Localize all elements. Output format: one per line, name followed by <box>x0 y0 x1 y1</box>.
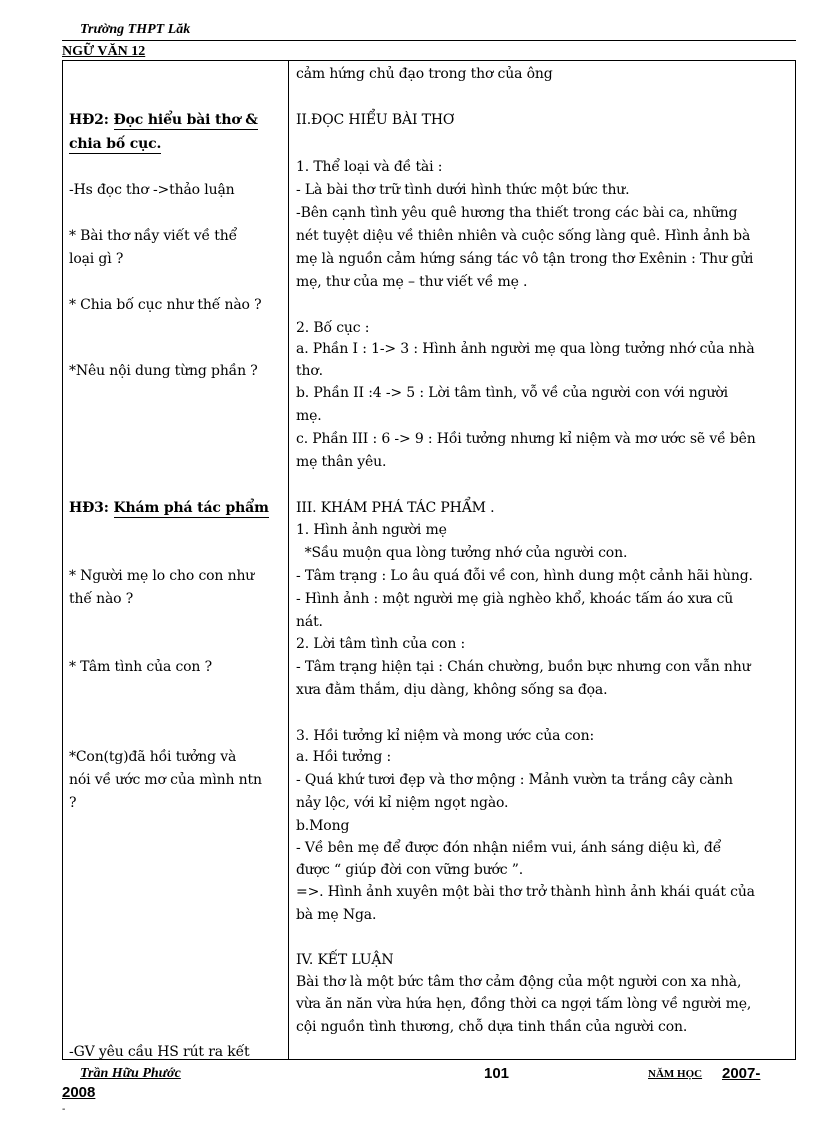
right-line: bà mẹ Nga. <box>296 907 377 923</box>
section-ii-heading: II.ĐỌC HIỂU BÀI THƠ <box>296 112 455 128</box>
right-line: - Tâm trạng hiện tại : Chán chường, buồn bực nhưng con vẫn như <box>296 659 751 675</box>
lesson-table <box>62 60 796 1060</box>
right-line: cội nguồn tình thương, chỗ dựa tinh thần của người con. <box>296 1019 688 1035</box>
right-line: mẹ thân yêu. <box>296 454 387 470</box>
right-line: a. Hồi tưởng : <box>296 749 392 765</box>
left-question-structure: * Chia bố cục như thế nào ? <box>69 297 262 313</box>
right-line: được “ giúp đời con vững bước ”. <box>296 862 524 878</box>
right-line: - Về bên mẹ để được đón nhận niềm vui, ánh sáng diệu kì, để <box>296 840 722 856</box>
right-line: Bài thơ là một bức tâm thơ cảm động của một người con xa nhà, <box>296 974 742 990</box>
left-question-son: * Tâm tình của con ? <box>69 659 212 675</box>
left-question-memory-2: nói về ước mơ của mình ntn <box>69 772 262 788</box>
right-line: 1. Thể loại và đề tài : <box>296 159 443 175</box>
right-line: vừa ăn năn vừa hứa hẹn, đồng thời ca ngợi tấm lòng về người mẹ, <box>296 996 752 1012</box>
right-line: 1. Hình ảnh người mẹ <box>296 522 447 538</box>
page-number: 101 <box>484 1065 510 1082</box>
right-line: *Sầu muộn qua lòng tưởng nhớ của người con. <box>296 545 628 561</box>
right-line: xưa đằm thắm, dịu dàng, không sống sa đọa. <box>296 682 608 698</box>
author-name: Trần Hữu Phước <box>80 1066 181 1081</box>
right-line: mẹ. <box>296 408 322 424</box>
section-iv-heading: IV. KẾT LUẬN <box>296 952 394 968</box>
column-divider <box>288 61 289 1059</box>
right-line: c. Phần III : 6 -> 9 : Hồi tưởng nhưng kỉ niệm và mơ ước sẽ về bên <box>296 431 756 447</box>
right-line: - Hình ảnh : một người mẹ già nghèo khổ, khoác tấm áo xưa cũ <box>296 591 734 607</box>
hd3-heading <box>69 497 269 520</box>
hd2-label: HĐ2: <box>69 112 114 128</box>
school-year-label: NĂM HỌC <box>648 1068 703 1080</box>
hd2-heading <box>69 109 258 132</box>
right-line: =>. Hình ảnh xuyên một bài thơ trở thành hình ảnh khái quát của <box>296 884 755 900</box>
right-line: cảm hứng chủ đạo trong thơ của ông <box>296 66 553 82</box>
right-line: - Là bài thơ trữ tình dưới hình thức một bức thư. <box>296 182 630 198</box>
subject-title: NGỮ VĂN 12 <box>62 44 146 59</box>
left-question-genre-2: loại gì ? <box>69 251 124 267</box>
left-step-read: -Hs đọc thơ ->thảo luận <box>69 182 235 198</box>
left-question-mother-1: * Người mẹ lo cho con như <box>69 568 255 584</box>
right-line: 2. Lời tâm tình của con : <box>296 636 466 652</box>
right-line: mẹ, thư của mẹ – thư viết về mẹ . <box>296 274 528 290</box>
school-name: Trường THPT Lăk <box>80 22 191 37</box>
right-line: -Bên cạnh tình yêu quê hương tha thiết trong các bài ca, những <box>296 205 738 221</box>
right-line: nát. <box>296 614 323 630</box>
left-question-memory-1: *Con(tg)đã hồi tưởng và <box>69 749 237 765</box>
hd3-title: Khám phá tác phẩm <box>113 500 269 516</box>
header-rule <box>62 40 796 41</box>
school-year-end: 2008 <box>62 1084 96 1101</box>
right-line: nét tuyệt diệu về thiên nhiên và cuộc sống làng quê. Hình ảnh bà <box>296 228 751 244</box>
hd3-label: HĐ3: <box>69 500 114 516</box>
left-question-content: *Nêu nội dung từng phần ? <box>69 363 258 379</box>
hd2-title-line2: chia bố cục. <box>69 136 162 152</box>
footer-mark: - <box>62 1104 66 1115</box>
right-line: b.Mong <box>296 818 350 834</box>
left-question-genre-1: * Bài thơ nầy viết về thể <box>69 228 238 244</box>
right-line: - Tâm trạng : Lo âu quá đỗi về con, hình dung một cảnh hãi hùng. <box>296 568 753 584</box>
right-line: mẹ là nguồn cảm hứng sáng tác vô tận trong thơ Exênin : Thư gửi <box>296 251 754 267</box>
right-line: 2. Bố cục : <box>296 320 370 336</box>
right-line: b. Phần II :4 -> 5 : Lời tâm tình, vỗ về của người con với người <box>296 385 728 401</box>
right-line: nảy lộc, với kỉ niệm ngọt ngào. <box>296 795 509 811</box>
left-question-mother-2: thế nào ? <box>69 591 134 607</box>
school-year-start: 2007- <box>722 1065 761 1082</box>
right-line: a. Phần I : 1-> 3 : Hình ảnh người mẹ qua lòng tưởng nhớ của nhà <box>296 341 755 357</box>
left-conclusion-prompt: -GV yêu cầu HS rút ra kết <box>69 1044 250 1060</box>
right-line: thơ. <box>296 363 323 379</box>
right-line: 3. Hồi tưởng kỉ niệm và mong ước của con: <box>296 728 595 744</box>
left-question-memory-3: ? <box>69 795 77 811</box>
section-iii-heading: III. KHÁM PHÁ TÁC PHẨM . <box>296 500 495 516</box>
right-line: - Quá khứ tươi đẹp và thơ mộng : Mảnh vườn ta trắng cây cành <box>296 772 733 788</box>
hd2-title-line1: Đọc hiểu bài thơ & <box>113 112 258 128</box>
